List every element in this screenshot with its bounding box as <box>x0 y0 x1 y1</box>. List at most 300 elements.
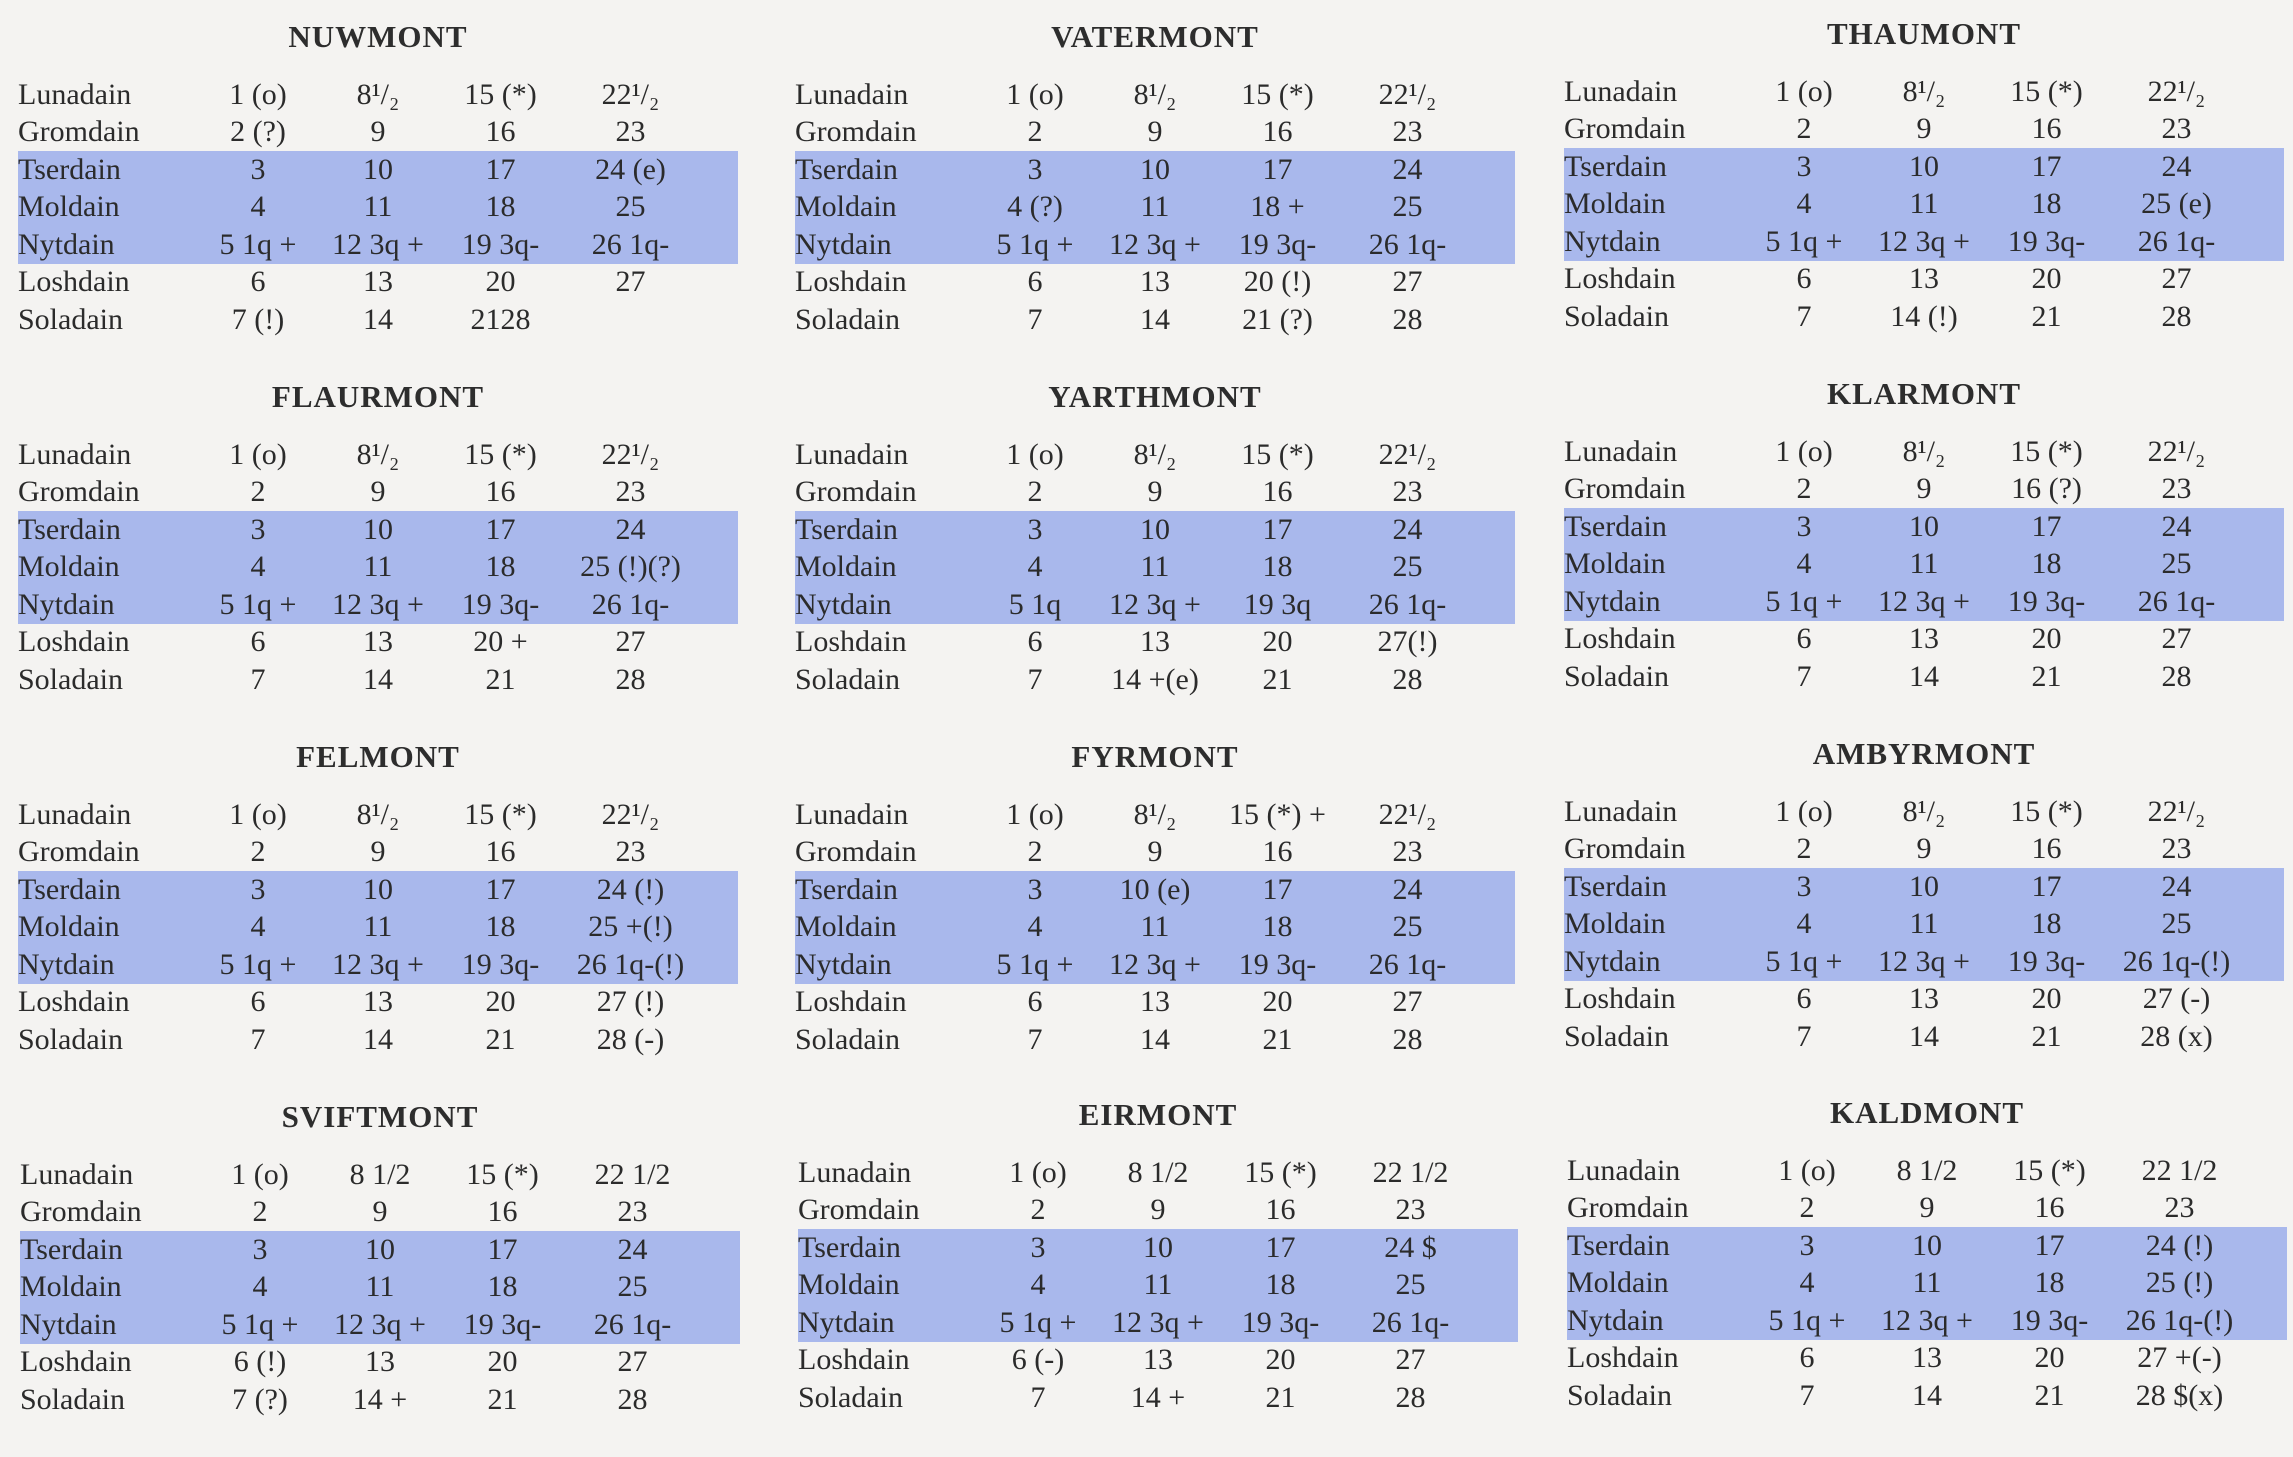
day-cell: 26 1q- <box>591 227 670 261</box>
day-row <box>795 474 1515 512</box>
day-name: Gromdain <box>18 115 140 149</box>
day-row <box>795 301 1515 339</box>
day-cell: 1 (o) <box>1778 1153 1836 1187</box>
day-cell: 25 <box>615 190 646 224</box>
month-title: NUWMONT <box>288 19 468 54</box>
day-cell: 13 <box>1140 625 1170 659</box>
day-name: Soladain <box>18 302 123 336</box>
day-row <box>1564 508 2284 546</box>
day-cell: 3 <box>250 152 266 186</box>
month-block <box>18 18 738 339</box>
day-cell: 20 <box>1262 985 1293 1019</box>
day-cell: 12 3q + <box>1881 1303 1973 1337</box>
day-cell: 2 <box>1796 112 1812 146</box>
day-cell: 1 (o) <box>231 1157 289 1191</box>
day-cell: 27 <box>615 265 646 299</box>
day-cell: 1 (o) <box>1775 794 1833 828</box>
day-name: Moldain <box>1564 547 1666 581</box>
day-cell: 9 <box>1916 472 1932 506</box>
day-cell: 9 <box>370 475 386 509</box>
day-cell: 22¹/₂ <box>2147 794 2206 828</box>
day-cell: 21 <box>487 1382 518 1416</box>
day-name: Tserdain <box>795 152 898 186</box>
month-block <box>798 1096 1518 1417</box>
day-cell: 11 <box>1140 550 1170 584</box>
day-row <box>1564 943 2284 981</box>
day-cell: 28 <box>615 662 646 696</box>
day-cell: 24 <box>1392 872 1423 906</box>
month-table <box>795 796 1515 1059</box>
day-row <box>1564 73 2284 111</box>
day-name: Nytdain <box>798 1305 895 1339</box>
day-name: Nytdain <box>1564 224 1661 258</box>
month-title: EIRMONT <box>1078 1097 1238 1132</box>
day-cell: 14 <box>1909 1019 1939 1053</box>
day-name: Tserdain <box>795 512 898 546</box>
day-cell: 11 <box>1912 1266 1942 1300</box>
day-cell: 21 <box>485 662 516 696</box>
day-cell: 15 (*) <box>2013 1153 2086 1187</box>
day-name: Loshdain <box>795 625 907 659</box>
day-cell: 14 <box>363 1022 393 1056</box>
day-cell: 1 (o) <box>1006 797 1064 831</box>
day-name: Soladain <box>1564 659 1669 693</box>
day-cell: 28 <box>1395 1380 1426 1414</box>
day-cell: 8¹/₂ <box>1902 74 1946 108</box>
day-cell: 17 <box>2031 869 2062 903</box>
day-row <box>20 1381 740 1419</box>
day-row <box>798 1154 1518 1192</box>
day-cell: 8¹/₂ <box>356 437 400 471</box>
day-cell: 12 3q + <box>332 587 424 621</box>
day-cell: 7 <box>1030 1380 1046 1414</box>
day-row <box>18 834 738 872</box>
day-cell: 25 <box>2161 907 2192 941</box>
day-cell: 16 <box>1262 835 1293 869</box>
day-cell: 3 <box>1796 509 1812 543</box>
day-cell: 16 <box>1265 1193 1296 1227</box>
day-cell: 27 (!) <box>596 985 665 1019</box>
day-cell: 14 <box>1912 1378 1942 1412</box>
day-name: Lunadain <box>795 77 909 111</box>
day-cell: 28 <box>617 1382 648 1416</box>
day-name: Loshdain <box>18 265 130 299</box>
day-cell: 3 <box>252 1232 268 1266</box>
day-cell: 23 <box>1392 475 1423 509</box>
day-cell: 13 <box>363 265 393 299</box>
day-cell: 19 3q- <box>2010 1303 2089 1337</box>
day-cell: 10 <box>1909 149 1939 183</box>
day-cell: 22 1/2 <box>2141 1153 2218 1187</box>
day-cell: 15 (*) <box>1241 437 1314 471</box>
day-name: Tserdain <box>1564 149 1667 183</box>
day-cell: 9 <box>1150 1193 1166 1227</box>
day-cell: 26 1q- <box>593 1307 672 1341</box>
day-name: Gromdain <box>18 475 140 509</box>
month-title: FYRMONT <box>1071 739 1239 774</box>
day-cell: 18 <box>487 1270 518 1304</box>
day-name: Loshdain <box>1564 622 1676 656</box>
month-table <box>798 1154 1518 1417</box>
day-cell: 24 (e) <box>595 152 666 186</box>
day-row <box>20 1344 740 1382</box>
month-title: THAUMONT <box>1827 16 2021 51</box>
day-cell: 26 1q- <box>1368 227 1447 261</box>
day-row <box>18 511 738 549</box>
day-cell: 16 <box>1262 475 1293 509</box>
day-cell: 6 <box>1796 622 1812 656</box>
day-cell: 21 (?) <box>1242 302 1313 336</box>
day-name: Gromdain <box>1564 112 1686 146</box>
day-cell: 28 <box>2161 659 2192 693</box>
day-row <box>18 984 738 1022</box>
month-table <box>1564 433 2284 696</box>
day-name: Nytdain <box>1567 1303 1664 1337</box>
day-cell: 8¹/₂ <box>1902 434 1946 468</box>
day-cell: 13 <box>1912 1341 1942 1375</box>
day-row <box>20 1306 740 1344</box>
day-row <box>18 946 738 984</box>
day-cell: 5 1q + <box>999 1305 1077 1339</box>
day-cell: 18 <box>2031 907 2062 941</box>
day-cell: 24 <box>2161 509 2192 543</box>
day-cell: 7 <box>1796 659 1812 693</box>
day-cell: 20 (!) <box>1243 265 1312 299</box>
day-cell: 3 <box>1027 152 1043 186</box>
day-cell: 22¹/₂ <box>601 77 660 111</box>
day-name: Gromdain <box>795 475 917 509</box>
day-cell: 11 <box>365 1270 395 1304</box>
day-cell: 8 1/2 <box>349 1157 411 1191</box>
month-block <box>20 1098 740 1419</box>
day-cell: 15 (*) <box>2010 74 2083 108</box>
day-row <box>1564 868 2284 906</box>
day-name: Tserdain <box>1567 1228 1670 1262</box>
day-cell: 18 <box>2034 1266 2065 1300</box>
day-cell: 22 1/2 <box>594 1157 671 1191</box>
month-table <box>18 76 738 339</box>
day-row <box>795 151 1515 189</box>
day-cell: 20 <box>2031 622 2062 656</box>
day-row <box>798 1304 1518 1342</box>
day-cell: 5 1q + <box>1765 944 1843 978</box>
day-cell: 14 <box>1909 659 1939 693</box>
day-cell: 9 <box>1916 832 1932 866</box>
day-cell: 15 (*) <box>2010 434 2083 468</box>
day-cell: 6 <box>1796 982 1812 1016</box>
day-cell: 6 <box>1796 262 1812 296</box>
month-title: FLAURMONT <box>271 379 485 414</box>
day-cell: 15 (*) <box>464 797 537 831</box>
day-cell: 22¹/₂ <box>601 797 660 831</box>
day-cell: 24 <box>615 512 646 546</box>
day-cell: 25 <box>1392 910 1423 944</box>
day-cell: 1 (o) <box>1006 77 1064 111</box>
month-table <box>18 436 738 699</box>
day-row <box>1564 621 2284 659</box>
day-cell: 25 +(!) <box>588 910 673 944</box>
day-cell: 15 (*) + <box>1229 797 1326 831</box>
day-name: Nytdain <box>795 587 892 621</box>
day-cell: 4 <box>250 550 266 584</box>
day-row <box>795 114 1515 152</box>
day-cell: 18 <box>2031 547 2062 581</box>
day-cell: 27 (-) <box>2142 982 2211 1016</box>
month-title: KLARMONT <box>1827 376 2021 411</box>
day-cell: 4 <box>1799 1266 1815 1300</box>
day-row <box>1564 831 2284 869</box>
day-cell: 24 <box>1392 512 1423 546</box>
day-cell: 25 <box>1392 550 1423 584</box>
day-cell: 11 <box>1909 187 1939 221</box>
day-row <box>795 909 1515 947</box>
day-cell: 16 <box>1262 115 1293 149</box>
day-name: Moldain <box>1564 187 1666 221</box>
day-cell: 11 <box>363 190 393 224</box>
day-cell: 16 <box>2031 112 2062 146</box>
day-cell: 23 <box>2161 832 2192 866</box>
day-cell: 19 3q- <box>2007 944 2086 978</box>
day-cell: 23 <box>1395 1193 1426 1227</box>
day-cell: 5 1q + <box>219 227 297 261</box>
day-name: Loshdain <box>20 1345 132 1379</box>
day-cell: 23 <box>2164 1191 2195 1225</box>
day-cell: 27 <box>615 625 646 659</box>
day-cell: 2 <box>1799 1191 1815 1225</box>
day-cell: 2128 <box>470 302 531 336</box>
day-cell: 6 <box>1027 625 1043 659</box>
month-title: AMBYRMONT <box>1812 736 2036 771</box>
day-cell: 22¹/₂ <box>1378 437 1437 471</box>
day-row <box>18 796 738 834</box>
day-name: Soladain <box>1567 1378 1672 1412</box>
day-cell: 20 + <box>473 625 528 659</box>
day-cell: 6 <box>1799 1341 1815 1375</box>
day-cell: 7 <box>1796 1019 1812 1053</box>
day-cell: 26 1q-(!) <box>576 947 685 981</box>
day-cell: 2 <box>1027 115 1043 149</box>
day-cell: 3 <box>1796 149 1812 183</box>
day-cell: 9 <box>370 835 386 869</box>
day-cell: 5 1q + <box>219 587 297 621</box>
day-cell: 17 <box>1262 512 1293 546</box>
day-cell: 14 + <box>1130 1380 1186 1414</box>
day-cell: 18 <box>1262 910 1293 944</box>
day-cell: 7 <box>1027 662 1043 696</box>
day-name: Moldain <box>795 190 897 224</box>
day-cell: 28 <box>1392 662 1423 696</box>
day-cell: 14 + <box>352 1382 408 1416</box>
day-cell: 2 <box>1027 475 1043 509</box>
day-cell: 14 <box>363 302 393 336</box>
day-cell: 11 <box>363 550 393 584</box>
day-row <box>795 624 1515 662</box>
day-cell: 5 1q + <box>996 947 1074 981</box>
day-row <box>18 151 738 189</box>
day-name: Lunadain <box>18 797 132 831</box>
day-cell: 6 <box>1027 265 1043 299</box>
day-name: Moldain <box>795 910 897 944</box>
day-cell: 23 <box>2161 112 2192 146</box>
month-block <box>795 18 1515 339</box>
day-name: Lunadain <box>798 1155 912 1189</box>
day-cell: 21 <box>1265 1380 1296 1414</box>
day-cell: 28 (x) <box>2140 1019 2213 1053</box>
day-cell: 10 <box>1912 1228 1942 1262</box>
day-name: Gromdain <box>798 1193 920 1227</box>
day-row <box>795 76 1515 114</box>
day-row <box>20 1269 740 1307</box>
day-cell: 2 <box>1796 832 1812 866</box>
day-cell: 7 <box>1796 299 1812 333</box>
day-cell: 22¹/₂ <box>1378 797 1437 831</box>
day-row <box>1564 793 2284 831</box>
day-row <box>20 1231 740 1269</box>
day-cell: 20 <box>2031 262 2062 296</box>
day-cell: 1 (o) <box>229 77 287 111</box>
day-cell: 20 <box>2034 1341 2065 1375</box>
day-cell: 16 <box>485 475 516 509</box>
day-cell: 13 <box>363 625 393 659</box>
day-name: Moldain <box>18 550 120 584</box>
day-cell: 24 <box>1392 152 1423 186</box>
day-row <box>1567 1377 2287 1415</box>
day-cell: 10 <box>365 1232 395 1266</box>
month-title: VATERMONT <box>1051 19 1259 54</box>
month-block <box>1567 1094 2287 1415</box>
day-row <box>1564 471 2284 509</box>
day-name: Loshdain <box>1564 982 1676 1016</box>
day-cell: 12 3q + <box>1112 1305 1204 1339</box>
day-name: Gromdain <box>1564 832 1686 866</box>
day-cell: 6 <box>250 265 266 299</box>
day-cell: 23 <box>2161 472 2192 506</box>
day-cell: 5 1q + <box>219 947 297 981</box>
day-name: Gromdain <box>795 835 917 869</box>
day-row <box>1567 1190 2287 1228</box>
day-cell: 19 3q- <box>2007 224 2086 258</box>
day-cell: 9 <box>1916 112 1932 146</box>
day-name: Nytdain <box>795 227 892 261</box>
day-cell: 7 <box>1027 1022 1043 1056</box>
day-cell: 21 <box>1262 1022 1293 1056</box>
day-cell: 3 <box>250 872 266 906</box>
day-cell: 10 <box>1143 1230 1173 1264</box>
day-name: Soladain <box>795 1022 900 1056</box>
day-cell: 18 <box>1262 550 1293 584</box>
day-cell: 9 <box>1147 475 1163 509</box>
day-cell: 26 1q- <box>2137 584 2216 618</box>
day-cell: 25 <box>1395 1268 1426 1302</box>
day-cell: 25 <box>2161 547 2192 581</box>
day-row <box>795 661 1515 699</box>
day-cell: 8¹/₂ <box>356 797 400 831</box>
day-cell: 6 <box>1027 985 1043 1019</box>
day-cell: 5 1q + <box>1765 224 1843 258</box>
day-name: Tserdain <box>18 152 121 186</box>
day-name: Loshdain <box>795 265 907 299</box>
day-cell: 24 $ <box>1384 1230 1437 1264</box>
day-name: Tserdain <box>20 1232 123 1266</box>
day-name: Moldain <box>795 550 897 584</box>
day-name: Loshdain <box>18 625 130 659</box>
day-row <box>18 76 738 114</box>
month-table <box>1564 73 2284 336</box>
day-cell: 13 <box>363 985 393 1019</box>
day-cell: 28 <box>1392 1022 1423 1056</box>
day-cell: 28 <box>1392 302 1423 336</box>
day-cell: 24 <box>617 1232 648 1266</box>
day-cell: 7 <box>1027 302 1043 336</box>
day-name: Lunadain <box>1564 434 1678 468</box>
day-cell: 24 <box>2161 149 2192 183</box>
day-cell: 20 <box>1262 625 1293 659</box>
day-cell: 28 $(x) <box>2135 1378 2224 1412</box>
month-table <box>18 796 738 1059</box>
day-cell: 18 <box>485 550 516 584</box>
day-row <box>795 871 1515 909</box>
day-cell: 8¹/₂ <box>356 77 400 111</box>
day-cell: 18 <box>485 910 516 944</box>
day-name: Soladain <box>1564 299 1669 333</box>
month-table <box>20 1156 740 1419</box>
day-row <box>1564 148 2284 186</box>
day-cell: 19 3q- <box>1238 227 1317 261</box>
day-cell: 16 <box>2034 1191 2065 1225</box>
day-name: Lunadain <box>1564 74 1678 108</box>
day-cell: 7 (!) <box>231 302 285 336</box>
day-name: Lunadain <box>18 437 132 471</box>
day-cell: 18 <box>2031 187 2062 221</box>
day-row <box>1564 186 2284 224</box>
day-cell: 5 1q <box>1008 587 1062 621</box>
day-cell: 22 1/2 <box>1372 1155 1449 1189</box>
day-name: Soladain <box>798 1380 903 1414</box>
day-row <box>18 586 738 624</box>
month-title: FELMONT <box>296 739 460 774</box>
day-cell: 12 3q + <box>1878 584 1970 618</box>
day-row <box>1564 1018 2284 1056</box>
day-cell: 25 (e) <box>2141 187 2212 221</box>
day-name: Moldain <box>20 1270 122 1304</box>
day-cell: 8 1/2 <box>1127 1155 1189 1189</box>
day-cell: 2 <box>250 835 266 869</box>
day-name: Nytdain <box>18 587 115 621</box>
day-cell: 19 3q- <box>461 587 540 621</box>
day-cell: 1 (o) <box>1006 437 1064 471</box>
day-name: Nytdain <box>795 947 892 981</box>
day-cell: 20 <box>1265 1343 1296 1377</box>
day-cell: 4 <box>252 1270 268 1304</box>
day-cell: 28 (-) <box>596 1022 665 1056</box>
day-cell: 11 <box>1143 1268 1173 1302</box>
day-row <box>795 226 1515 264</box>
day-cell: 6 <box>250 625 266 659</box>
day-name: Loshdain <box>798 1343 910 1377</box>
day-cell: 9 <box>1147 115 1163 149</box>
day-row <box>1564 583 2284 621</box>
day-name: Soladain <box>795 662 900 696</box>
month-block <box>1564 15 2284 336</box>
day-cell: 22¹/₂ <box>2147 434 2206 468</box>
day-cell: 17 <box>2034 1228 2065 1262</box>
day-cell: 13 <box>1909 622 1939 656</box>
day-cell: 6 <box>250 985 266 1019</box>
day-cell: 10 <box>1909 509 1939 543</box>
month-block <box>18 378 738 699</box>
day-cell: 23 <box>1392 115 1423 149</box>
day-row <box>795 796 1515 834</box>
